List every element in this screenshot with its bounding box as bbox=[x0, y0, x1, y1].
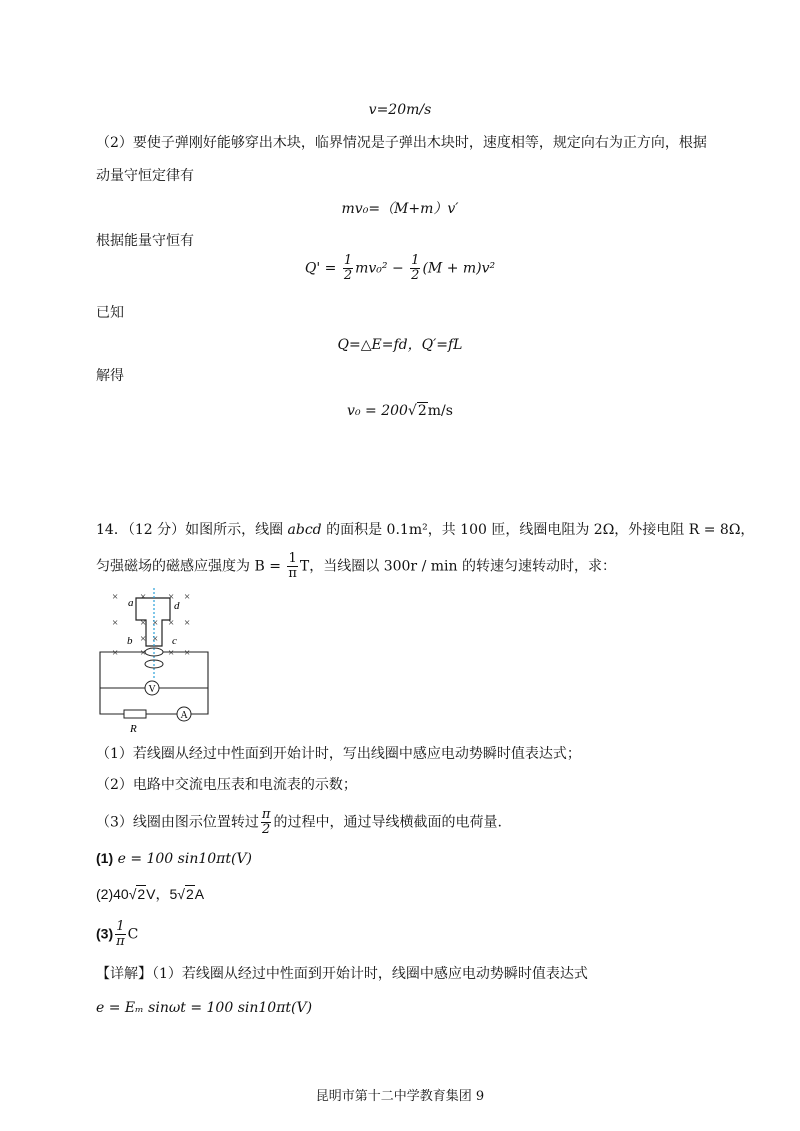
detail-explanation: 【详解】（1）若线圈从经过中性面到开始计时，线圈中感应电动势瞬时值表达式 bbox=[96, 966, 588, 982]
answer-text: V，5 bbox=[146, 886, 178, 902]
answer-label: (3) bbox=[96, 925, 114, 942]
equation-detail: e = Eₘ sinωt = 100 sin10πt(V) bbox=[96, 1000, 313, 1016]
ammeter-label: A bbox=[180, 710, 188, 721]
sub-question-text: （3）线圈由图示位置转过 bbox=[96, 814, 259, 831]
answer-1 bbox=[96, 848, 252, 869]
field-cross: × bbox=[140, 591, 147, 603]
field-cross: × bbox=[152, 617, 159, 629]
question-14-stem-line2 bbox=[96, 552, 616, 581]
field-cross: × bbox=[140, 647, 147, 659]
stem-text: T，当线圈以 300r / min 的转速匀速转动时，求： bbox=[299, 558, 616, 575]
fraction-numerator: π bbox=[261, 807, 271, 822]
page-footer: 昆明市第十二中学教育集团 9 bbox=[315, 1089, 485, 1104]
answer-text: e = 100 sin10πt(V) bbox=[117, 851, 253, 867]
field-cross: × bbox=[112, 617, 119, 629]
paragraph-line: 动量守恒定律有 bbox=[96, 168, 194, 184]
fraction-denominator: π bbox=[116, 934, 125, 949]
field-cross: × bbox=[184, 647, 191, 659]
fraction bbox=[115, 920, 126, 949]
fraction bbox=[287, 552, 298, 581]
sqrt-radicand: 2 bbox=[137, 886, 146, 902]
resistor-label: R bbox=[130, 723, 137, 735]
field-cross: × bbox=[184, 591, 191, 603]
field-cross: × bbox=[168, 617, 175, 629]
field-cross: × bbox=[168, 647, 175, 659]
answer-unit: C bbox=[127, 926, 139, 943]
equation-v0 bbox=[0, 401, 800, 421]
sub-question-1: （1）若线圈从经过中性面到开始计时，写出线圈中感应电动势瞬时值表达式； bbox=[96, 746, 581, 762]
fraction-numerator: 1 bbox=[343, 253, 353, 268]
field-cross: × bbox=[152, 633, 159, 645]
equation-energy bbox=[0, 254, 800, 283]
paragraph-line: （2）要使子弹刚好能够穿出木块，临界情况是子弹出木块时，速度相等，规定向右为正方向，根据 bbox=[96, 135, 707, 151]
equation-part: − bbox=[387, 260, 409, 277]
equation-momentum: mv₀=（M+m）v′ bbox=[341, 201, 459, 217]
sqrt-sign: √ bbox=[407, 403, 417, 419]
fraction bbox=[261, 808, 272, 837]
sqrt-radicand: 2 bbox=[417, 403, 427, 419]
sub-question-text: 的过程中，通过导线横截面的电荷量. bbox=[273, 814, 502, 831]
fraction-denominator: 2 bbox=[343, 268, 353, 283]
field-cross: × bbox=[140, 617, 147, 629]
coil-label-c: c bbox=[172, 635, 177, 647]
stem-text: 14．（12 分）如图所示，线圈 bbox=[96, 522, 288, 538]
sqrt-sign: √ bbox=[177, 886, 185, 902]
paragraph-line: 根据能量守恒有 bbox=[96, 233, 194, 249]
paragraph-line: 解得 bbox=[96, 368, 124, 384]
coil-label-a: a bbox=[128, 597, 134, 609]
equation-part: v₀ = 200 bbox=[347, 403, 408, 419]
fraction-denominator: 2 bbox=[411, 268, 420, 283]
fraction bbox=[410, 254, 420, 283]
equation-part: mv₀² bbox=[355, 260, 388, 277]
answer-text: (2)40 bbox=[96, 886, 129, 902]
question-14-stem bbox=[96, 520, 754, 540]
sqrt-radicand: 2 bbox=[185, 886, 194, 902]
equation-part: Q' = bbox=[304, 260, 341, 277]
stem-coil-name: abcd bbox=[287, 522, 322, 538]
fraction bbox=[343, 254, 353, 283]
coil-label-b: b bbox=[127, 635, 133, 647]
sub-question-3 bbox=[96, 808, 502, 837]
stem-text: 匀强磁场的磁感应强度为 B = bbox=[96, 558, 286, 575]
field-cross: × bbox=[184, 617, 191, 629]
equation-velocity: v=20m/s bbox=[368, 102, 432, 118]
field-cross: × bbox=[140, 633, 147, 645]
equation-part: (M + m)v² bbox=[422, 260, 496, 277]
field-cross: × bbox=[112, 591, 119, 603]
field-cross: × bbox=[168, 591, 175, 603]
resistor bbox=[124, 710, 146, 718]
equation-known: Q=△E=fd，Q′=fL bbox=[337, 337, 463, 353]
fraction-denominator: 2 bbox=[262, 822, 271, 837]
field-cross: × bbox=[112, 647, 119, 659]
fraction-numerator: 1 bbox=[411, 253, 420, 268]
coil-circuit-diagram bbox=[92, 586, 222, 736]
equation-unit: m/s bbox=[427, 403, 453, 419]
sub-question-2: （2）电路中交流电压表和电流表的示数； bbox=[96, 777, 357, 793]
fraction-numerator: 1 bbox=[288, 551, 297, 566]
stem-text: 的面积是 0.1m²，共 100 匝，线圈电阻为 2Ω，外接电阻 R = 8Ω， bbox=[321, 522, 755, 538]
paragraph-line: 已知 bbox=[96, 305, 124, 321]
answer-label: (1) bbox=[96, 850, 114, 866]
fraction-denominator: π bbox=[288, 566, 297, 581]
answer-text: A bbox=[194, 886, 205, 902]
voltmeter-label: V bbox=[148, 684, 156, 695]
sqrt-sign: √ bbox=[128, 886, 137, 902]
answer-2 bbox=[96, 884, 204, 904]
coil-label-d: d bbox=[174, 600, 180, 612]
fraction-numerator: 1 bbox=[116, 919, 125, 934]
answer-3 bbox=[96, 920, 138, 949]
